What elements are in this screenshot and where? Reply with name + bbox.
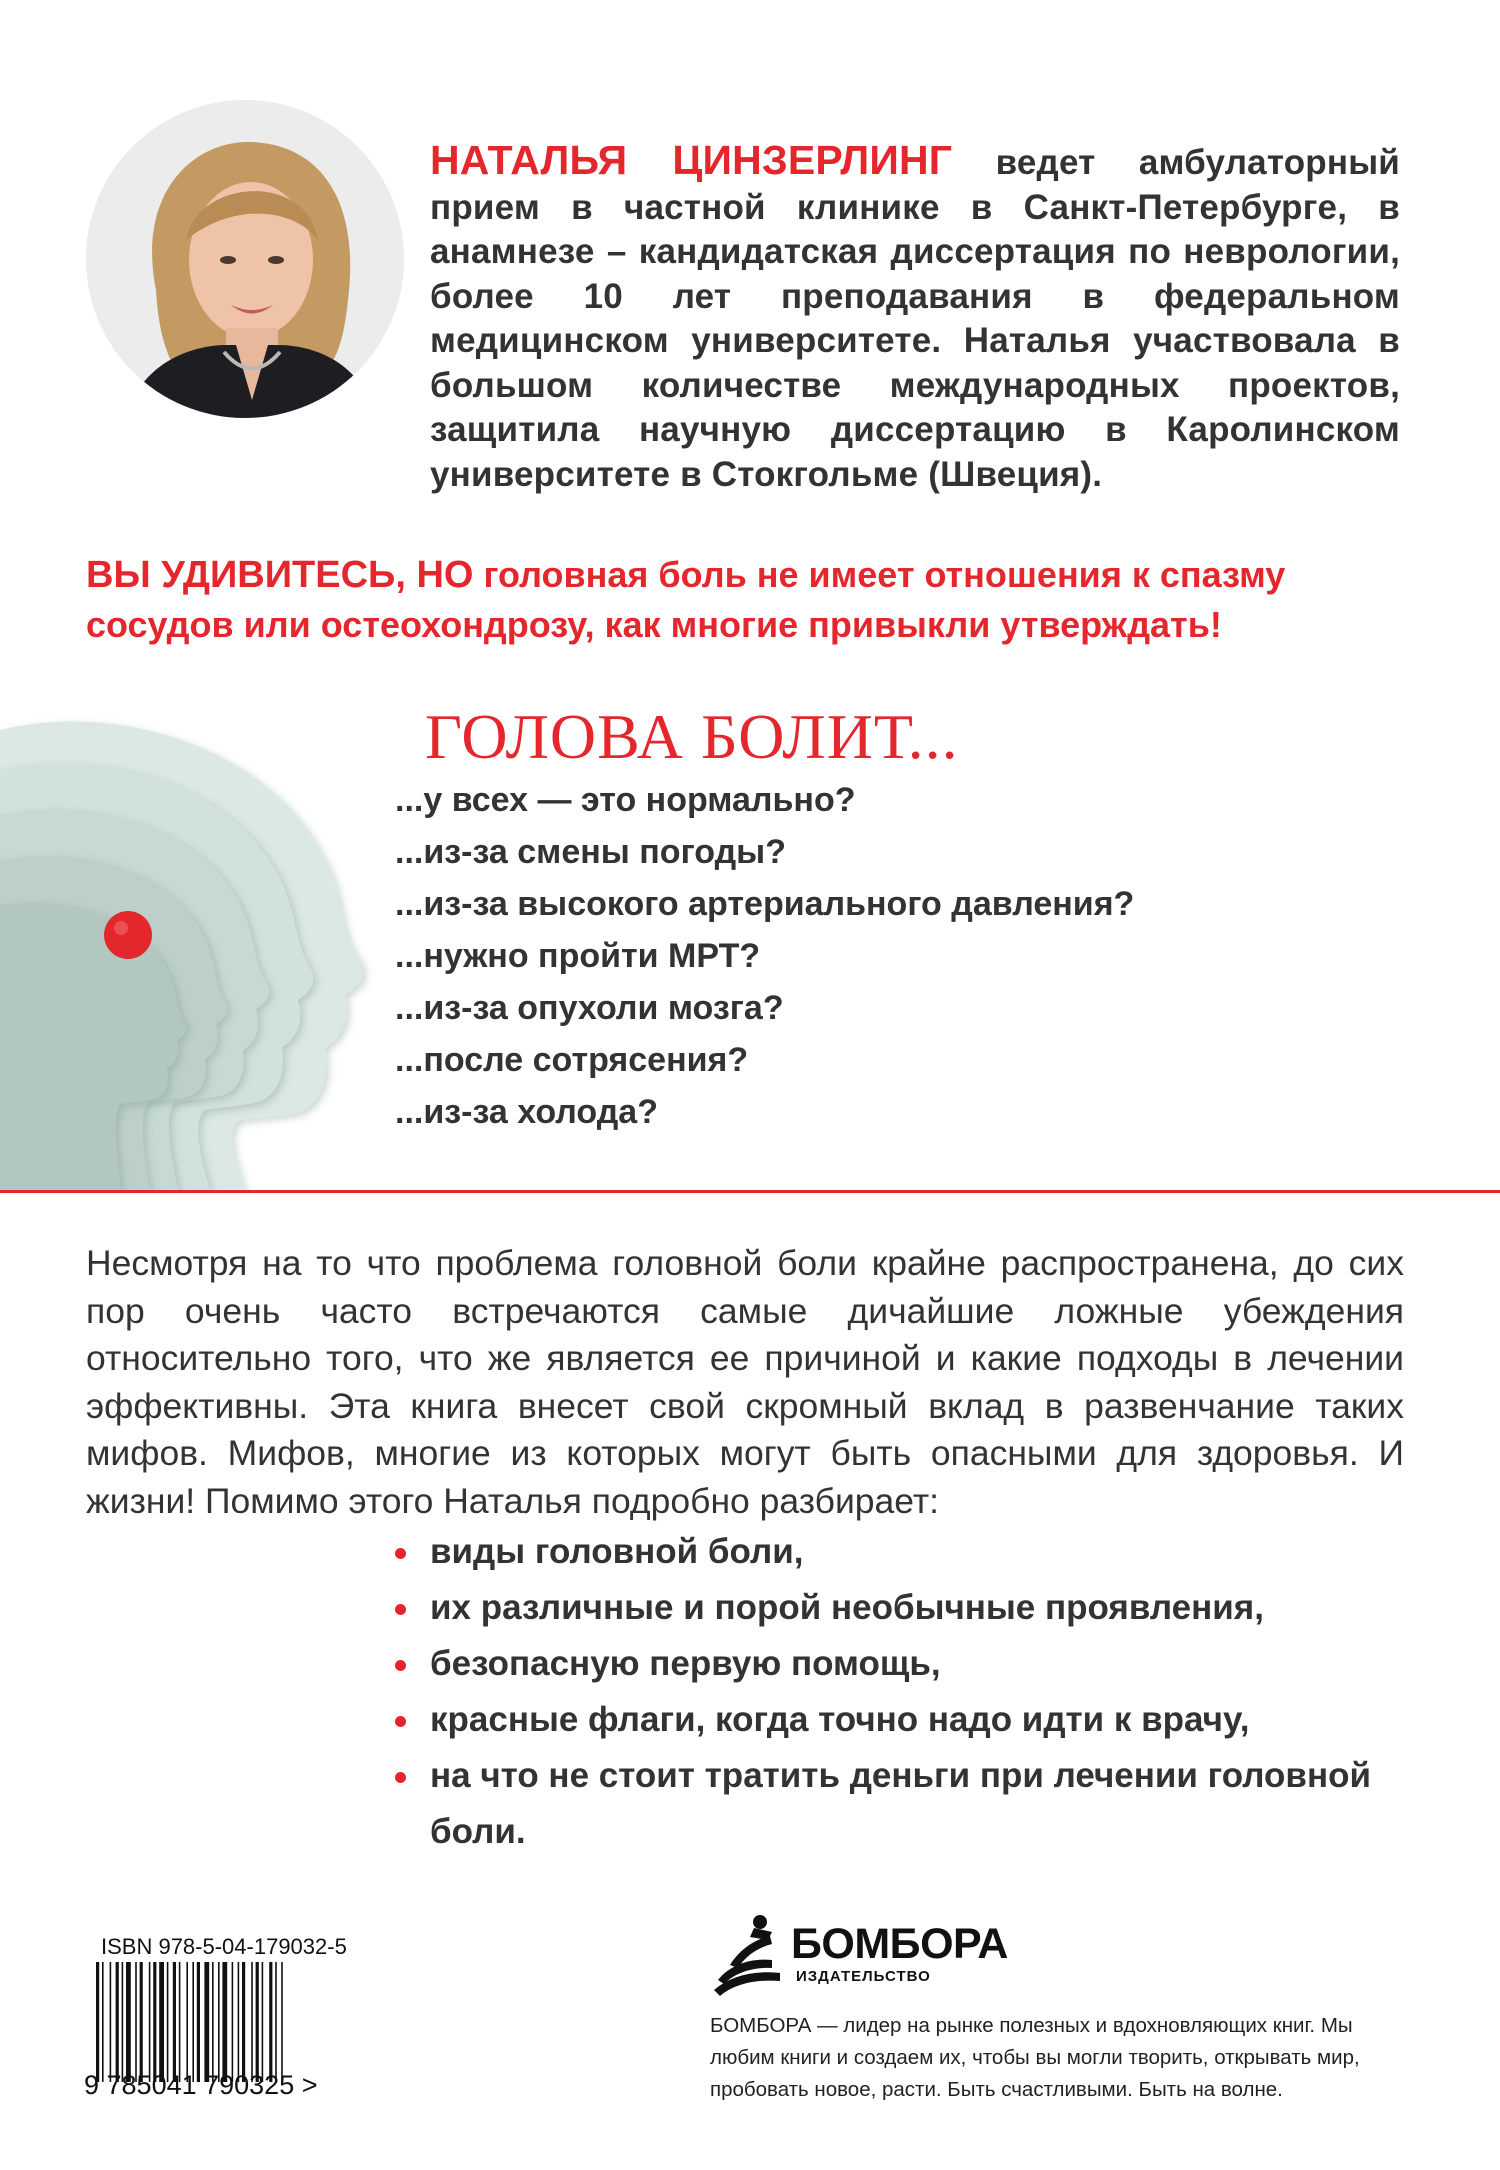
author-photo xyxy=(86,100,404,418)
author-name: НАТАЛЬЯ ЦИНЗЕРЛИНГ xyxy=(430,137,953,183)
hook-text: головная боль не имеет отношения к спазму сосудов или остеохондрозу, как многие привыкли утверждать! xyxy=(86,554,1286,645)
isbn-label: ISBN 978-5-04-179032-5 xyxy=(101,1934,347,1959)
section-divider xyxy=(0,1190,1500,1193)
author-bio xyxy=(430,138,1400,497)
publisher-name: БОМБОРА xyxy=(791,1920,1008,1968)
question-item: ...из-за опухоли мозга? xyxy=(395,989,784,1027)
bullet-dot-icon xyxy=(395,1772,406,1783)
barcode-icon xyxy=(96,1962,376,2082)
question-item: ...из-за холода? xyxy=(395,1093,658,1131)
question-item: ...из-за высокого артериального давления? xyxy=(395,885,1135,923)
topics-list xyxy=(395,1524,1395,1860)
hook-lead: ВЫ УДИВИТЕСЬ, НО xyxy=(86,554,474,596)
topic-text: безопасную первую помощь, xyxy=(430,1644,941,1683)
barcode-digits: 9 785041 790325 > xyxy=(84,2070,318,2100)
topic-item xyxy=(395,1748,1395,1860)
bullet-dot-icon xyxy=(395,1660,406,1671)
intro-paragraph: Несмотря на то что проблема головной боли крайне распространена, до сих пор очень часто встречаются самые дичайшие ложные убеждения относительно того, что же является ее причиной и какие подходы в лечении эффективны. Эта книга внесет свой скромный вклад в развенчание таких мифов. Мифов, многие из которых могут быть опасными для здоровья. И жизни! Помимо этого Наталья подробно разбирает: xyxy=(86,1243,1404,1521)
publisher-tagline: БОМБОРА — лидер на рынке полезных и вдохновляющих книг. Мы любим книги и создаем их, чтобы вы могли творить, открывать мир, пробовать новое, расти. Быть счастливыми. Быть на волне. xyxy=(710,2014,1360,2101)
question-item: ...из-за смены погоды? xyxy=(395,833,786,871)
topic-text: виды головной боли, xyxy=(430,1532,804,1571)
topic-text: на что не стоит тратить деньги при лечении головной боли. xyxy=(430,1756,1371,1851)
topic-item xyxy=(395,1692,1395,1748)
topic-text: красные флаги, когда точно надо идти к врачу, xyxy=(430,1700,1250,1739)
bullet-dot-icon xyxy=(395,1548,406,1559)
bullet-dot-icon xyxy=(395,1716,406,1727)
hook-statement xyxy=(86,550,1404,650)
topic-text: их различные и порой необычные проявления, xyxy=(430,1588,1264,1627)
question-item: ...у всех — это нормально? xyxy=(395,781,856,819)
question-item: ...после сотрясения? xyxy=(395,1041,749,1079)
questions-title: ГОЛОВА БОЛИТ... xyxy=(425,701,959,772)
questions-list xyxy=(395,775,1134,1139)
topic-item xyxy=(395,1580,1395,1636)
author-bio-text: ведет амбулаторный прием в частной клинике в Санкт-Петербурге, в анамнезе – кандидатская диссертация по неврологии, более 10 лет преподавания в федеральном медицинском университете. Наталья участвовала в большом количестве международных проектов, защитила научную диссертацию в Каролинском университете в Стокгольме (Швеция). xyxy=(430,143,1401,494)
publisher-subtitle: ИЗДАТЕЛЬСТВО xyxy=(796,1968,931,1985)
head-layers-illustration xyxy=(0,690,380,1190)
topic-item xyxy=(395,1636,1395,1692)
question-item: ...нужно пройти МРТ? xyxy=(395,937,761,975)
bullet-dot-icon xyxy=(395,1604,406,1615)
topic-item xyxy=(395,1524,1395,1580)
